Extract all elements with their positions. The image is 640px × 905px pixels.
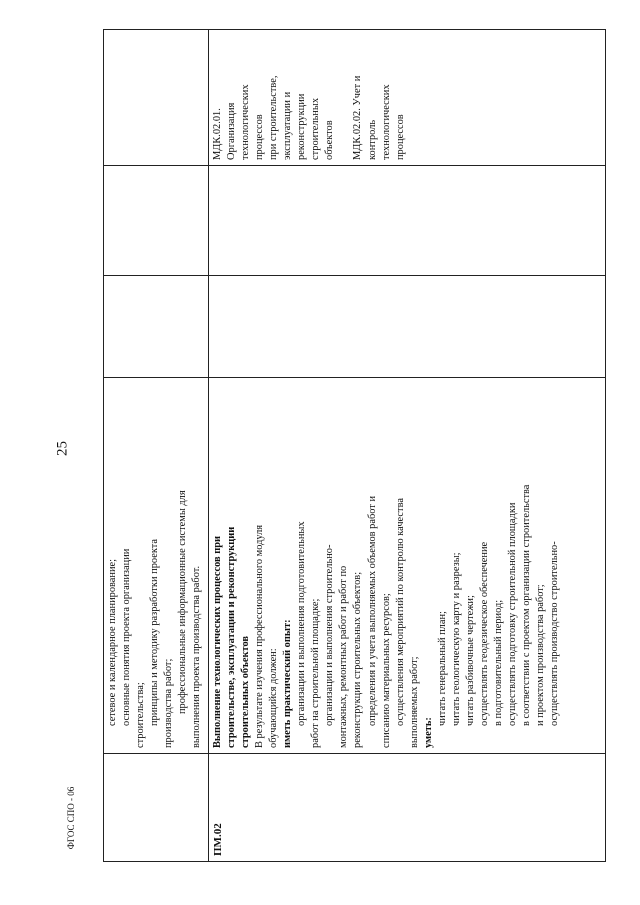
content-line: Выполнение технологических процессов при [212,536,223,748]
mdk-line: при строительстве, [268,75,280,160]
module-code: ПМ.02 [212,823,224,856]
content-line: основные понятия проекта организации [121,548,133,726]
cell-hours-empty [104,276,209,378]
content-line: определения и учета выполняемых объемов работ и [366,495,378,726]
content-line: монтажных, ремонтных работ и работ по [338,565,350,748]
content-line: осуществления мероприятий по контролю качества [394,498,406,726]
content-line: и проектом производства работ; [535,584,547,726]
module-content-list [211,383,562,748]
content-line: профессиональные информационные системы для [177,490,189,714]
mdk-line: строительных [310,97,322,160]
mdk-line: объектов [324,120,336,160]
content-line: В результате изучения профессионального модуля [254,524,266,748]
content-line: сетевое и календарное планирование; [107,558,118,726]
content-line: читать геологическую карту и разрезы; [450,552,462,726]
mdk-list [211,35,408,160]
content-line: организации и выполнения строительно- [324,544,336,726]
mdk-line: МДК.02.02. Учет и [352,75,364,160]
mdk-line: технологических [240,84,252,160]
mdk-line: технологических [380,84,392,160]
content-line: строительства; [135,682,147,748]
table-row-pm02 [209,30,606,862]
cell-mdk-empty [104,30,209,166]
content-line: осуществлять производство строительно- [549,541,561,726]
mdk-line: Организация [226,102,238,160]
content-line: в соответствии с проектом организации строительства [521,484,533,726]
mdk-line: процессов [394,114,406,160]
content-line: осуществлять подготовку строительной площадки [506,502,518,726]
content-line: обучающийся должен: [268,648,280,748]
content-line: принципы и методику разработки проекта [149,538,161,726]
content-line: читать генеральный план; [436,611,448,726]
content-line: реконструкции строительных объектов; [352,571,364,748]
cell-mdk [209,30,606,166]
content-line: иметь практический опыт: [282,619,294,748]
page-number: 25 [54,441,71,456]
curriculum-table [103,29,606,862]
content-line: осуществлять геодезическое обеспечение [478,541,490,726]
mdk-line: эксплуатации и [282,91,294,160]
content-line: списанию материальных ресурсов; [380,593,392,748]
table-row-previous [104,30,209,862]
content-list [106,383,204,748]
cell-hours2-empty [209,166,606,276]
content-line: читать разбивочные чертежи; [464,595,476,726]
footer-code: ФГОС СПО - 06 [66,786,76,850]
content-line: уметь: [422,717,434,748]
cell-code-empty [104,754,209,862]
mdk-line: процессов [254,114,266,160]
content-line: производства работ; [163,658,175,748]
content-line: в подготовительный период; [492,599,504,726]
rotated-table-container [103,30,597,862]
cell-module-content [209,378,606,754]
content-line: выполнения проекта производства работ. [191,565,203,748]
mdk-line: контроль [366,119,378,160]
content-line: работ на строительной площадке; [310,598,322,748]
mdk-line [337,35,351,160]
content-line: выполняемых работ; [408,656,420,748]
cell-module-code [209,754,606,862]
content-line: строительных объектов [240,635,252,748]
cell-hours-empty [209,276,606,378]
mdk-line: реконструкции [296,93,308,160]
content-line: строительстве, эксплуатации и реконструкции [226,526,238,748]
content-line: организации и выполнения подготовительных [296,521,308,726]
cell-content-previous [104,378,209,754]
mdk-line: МДК.02.01. [212,108,223,160]
cell-hours2-empty [104,166,209,276]
